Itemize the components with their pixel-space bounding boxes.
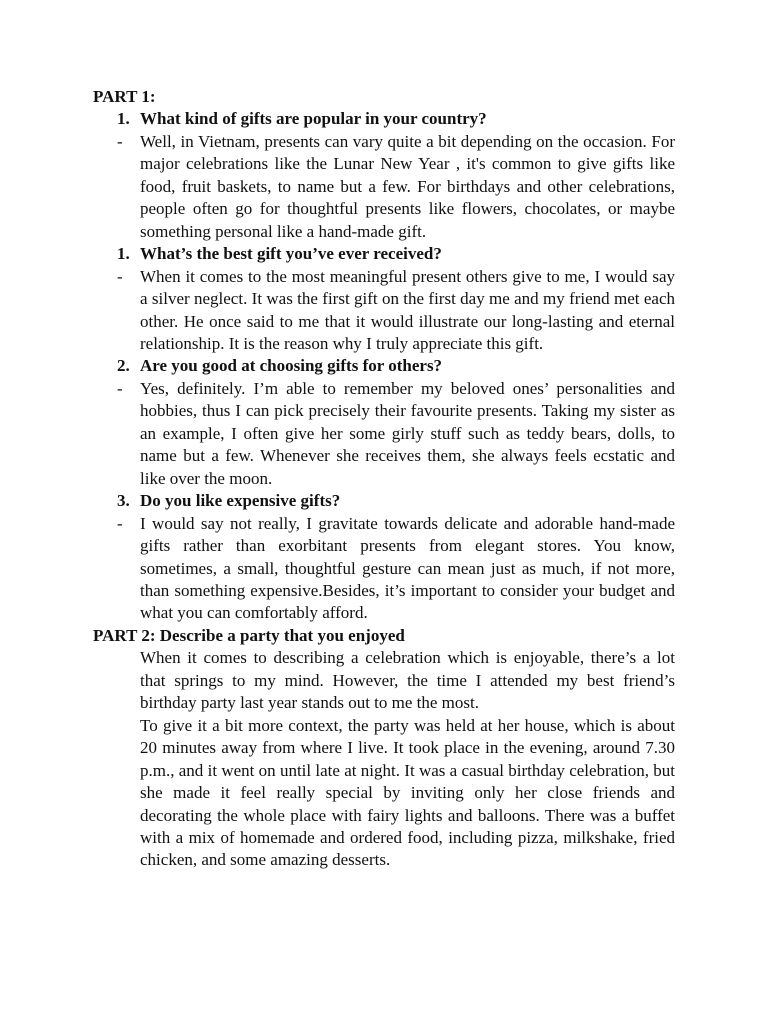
- bullet-dash: -: [117, 266, 123, 286]
- question: [93, 108, 675, 130]
- answer: [93, 513, 675, 625]
- answer-text: Well, in Vietnam, presents can vary quite a bit depending on the occasion. For major celebrations like the Lunar New Year , it's common to give gifts like food, fruit baskets, to name but a few. For birthdays and other celebrations, people often go for thoughtful presents like flowers, chocolates, or maybe something personal like a hand-made gift.: [140, 131, 675, 241]
- answer-text: When it comes to the most meaningful present others give to me, I would say a silver neglect. It was the first gift on the first day me and my friend met each other. He once said to me that it would illustrate our long-lasting and eternal relationship. It is the reason why I truly appreciate this gift.: [140, 266, 675, 353]
- question-number: 2.: [117, 356, 130, 376]
- part1-heading: PART 1:: [93, 87, 156, 106]
- document-page: [93, 86, 675, 872]
- question-text: What kind of gifts are popular in your country?: [140, 109, 487, 129]
- bullet-dash: -: [117, 513, 123, 533]
- answer: [93, 378, 675, 490]
- bullet-dash: -: [117, 131, 123, 151]
- answer-text: Yes, definitely. I’m able to remember my beloved ones’ personalities and hobbies, thus I can pick precisely their favourite presents. Taking my sister as an example, I often give her some girly stuff such as teddy bears, dolls, to name but a few. Whenever she receives them, she always feels ecstatic and like over the moon.: [140, 378, 675, 488]
- bullet-dash: -: [117, 378, 123, 398]
- question-number: 3.: [117, 491, 130, 511]
- question-number: 1.: [117, 244, 130, 264]
- answer: [93, 266, 675, 356]
- paragraph: When it comes to describing a celebration which is enjoyable, there’s a lot that springs to my mind. However, the time I attended my best friend’s birthday party last year stands out to me the most.: [140, 648, 675, 713]
- question-text: What’s the best gift you’ve ever received?: [140, 244, 442, 264]
- question-text: Do you like expensive gifts?: [140, 491, 341, 511]
- question: [93, 490, 675, 512]
- paragraph: To give it a bit more context, the party was held at her house, which is about 20 minutes away from where I live. It took place in the evening, around 7.30 p.m., and it went on until late at night. It was a casual birthday celebration, but she made it feel really special by inviting only her close friends and decorating the whole place with fairy lights and balloons. There was a buffet with a mix of homemade and ordered food, including pizza, milkshake, fried chicken, and some amazing desserts.: [140, 715, 675, 870]
- question-number: 1.: [117, 109, 130, 129]
- part2-heading: PART 2: Describe a party that you enjoyed: [93, 625, 405, 645]
- question: [93, 243, 675, 265]
- answer: [93, 131, 675, 243]
- answer-text: I would say not really, I gravitate towards delicate and adorable hand-made gifts rather than exorbitant presents from elegant stores. You know, sometimes, a small, thoughtful gesture can mean just as much, if not more, than something expensive.Besides, it’s important to consider your budget and what you can comfortably afford.: [140, 513, 675, 623]
- question: [93, 355, 675, 377]
- question-text: Are you good at choosing gifts for others?: [140, 356, 443, 376]
